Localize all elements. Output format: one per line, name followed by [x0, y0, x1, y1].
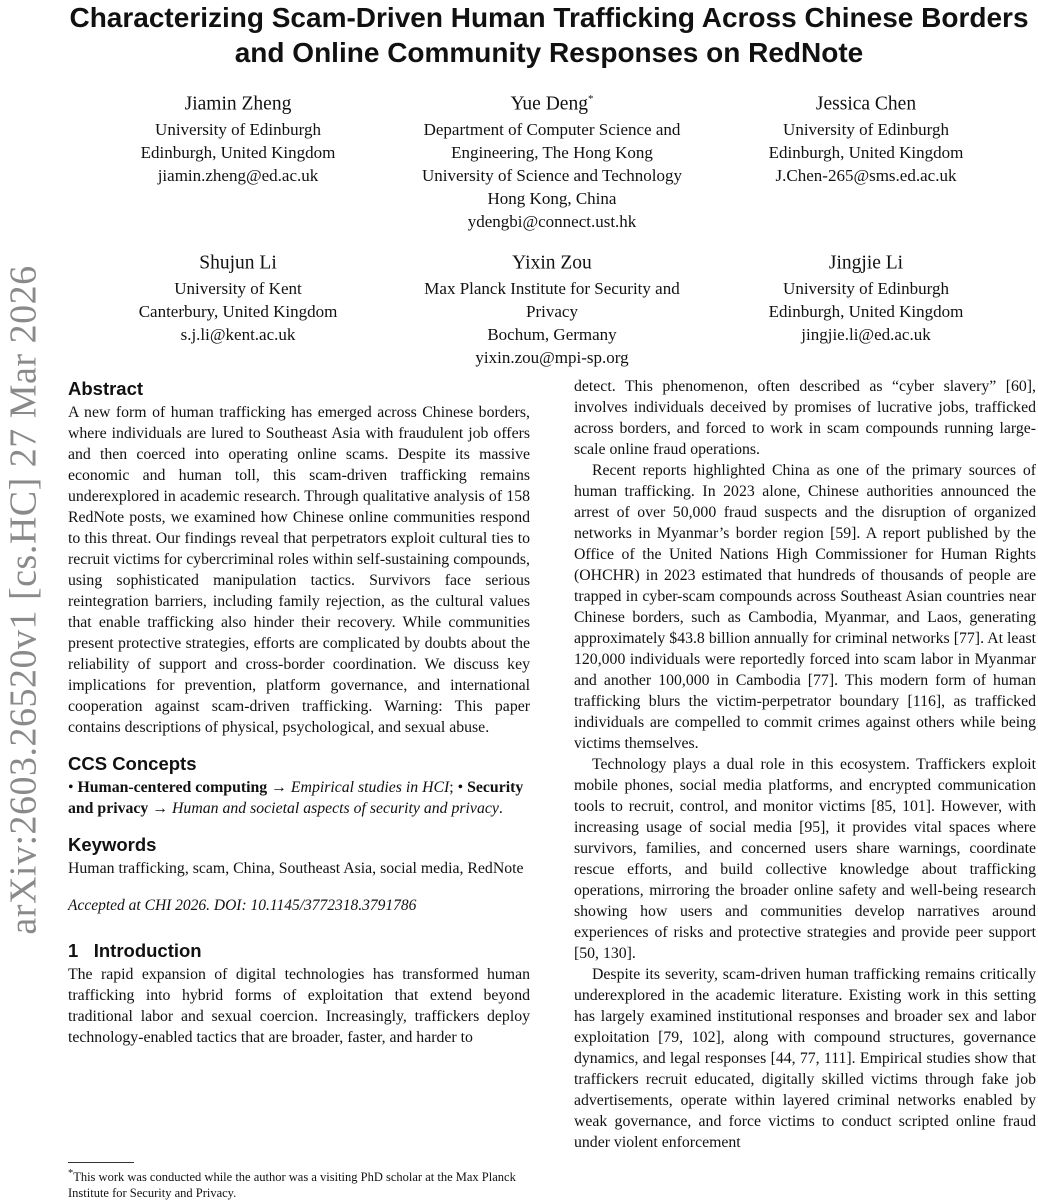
author-affiliation: University of Edinburgh	[155, 119, 321, 139]
author-name: Jingjie Li	[828, 252, 904, 274]
arxiv-stamp-text: arXiv:2603.26520v1 [cs.HC] 27 Mar 2026	[3, 265, 46, 935]
intro-paragraph-2: Recent reports highlighted China as one of the primary sources of human trafficking. In 2023 alone, Chinese authorities announced the arrest of over 50,000 fraud suspects and the disruption of organized networks in Myanmar’s border region [59]. A report published by the Office of the United Nations High Commissioner for Human Rights (OHCHR) in 2023 estimated that hundreds of thousands of people are trapped in cyber-scam compounds across Southeast Asian countries near Chinese borders, such as Cambodia, Myanmar, and Laos, generating approximately $43.8 billion annually for criminal networks [77]. At least 120,000 individuals were reportedly forced into scam labor in Myanmar and another 100,000 in Cambodia [77]. This modern form of human trafficking blurs the victim-perpetrator boundary [116], as trafficked individuals are compelled to commit crimes against others while being victims themselves.	[574, 462, 1036, 752]
author-affiliation: Engineering, The Hong Kong	[451, 142, 653, 162]
author-email[interactable]: jingjie.li@ed.ac.uk	[801, 324, 931, 344]
author-affiliation: University of Science and Technology	[421, 165, 683, 185]
author-location: Edinburgh, United Kingdom	[140, 142, 336, 162]
author-name: Shujun Li	[199, 252, 277, 274]
author-name: Yue Deng*	[510, 93, 594, 115]
author-email[interactable]: yixin.zou@mpi-sp.org	[475, 347, 629, 367]
author-email[interactable]: s.j.li@kent.ac.uk	[180, 324, 296, 344]
intro-paragraph-3: Technology plays a dual role in this ecosystem. Traffickers exploit mobile phones, social media platforms, and encrypted communication tools to recruit, control, and monitor victims [85, 101]. However, with increasing usage of social media [95], it provides vital spaces where survivors, families, and concerned users share warnings, coordinate rescue efforts, and build collective knowledge about trafficking operations, mirroring the broader online safety and well-being research showing how users and communities develop narratives around experiences of risks and protective strategies and provide peer support [50, 130].	[574, 756, 1036, 962]
author-block-4	[78, 245, 398, 346]
footnote-rule	[68, 1162, 134, 1163]
author-name: Jiamin Zheng	[184, 93, 292, 115]
author-affiliation: Privacy	[526, 301, 578, 321]
author-email[interactable]: jiamin.zheng@ed.ac.uk	[157, 165, 319, 185]
intro-paragraph-4: Despite its severity, scam-driven human trafficking remains critically underexplored in the academic literature. Existing work in this setting has largely examined institutional responses and broader sex and labor exploitation [79, 102], along with compound structures, governance dynamics, and legal responses [44, 77, 111]. Empirical studies show that traffickers recruit educated, digitally skilled victims through fake job advertisements, operate within layered criminal networks enabled by weak governance, and force victims to conduct scripted online fraud under violent enforcement	[574, 966, 1036, 1151]
author-location: Edinburgh, United Kingdom	[768, 142, 964, 162]
author-block-2	[392, 86, 712, 233]
author-location: Hong Kong, China	[487, 188, 617, 208]
author-block-3	[706, 86, 1026, 187]
ccs-heading: CCS Concepts	[68, 753, 197, 774]
author-block-6	[706, 245, 1026, 346]
author-block-5	[392, 245, 712, 369]
author-email[interactable]: J.Chen-265@sms.ed.ac.uk	[775, 165, 957, 185]
author-affiliation: Max Planck Institute for Security and	[424, 278, 680, 298]
author-affiliation: University of Edinburgh	[783, 278, 949, 298]
paper-title: Characterizing Scam-Driven Human Trafficking Across Chinese Borders and Online Community Responses on RedNote	[69, 2, 1029, 68]
author-location: Canterbury, United Kingdom	[138, 301, 338, 321]
intro-paragraph-1-end: detect. This phenomenon, often described as “cyber slavery” [60], involves individuals deceived by promises of lucrative jobs, trafficked across borders, and forced to work in scam compounds running large-scale online fraud operations.	[574, 378, 1036, 458]
ccs-concepts: • Human-centered computing → Empirical studies in HCI; • Security and privacy → Human and societal aspects of security and privacy.	[68, 779, 524, 817]
author-affiliation: University of Edinburgh	[783, 119, 949, 139]
keywords-heading: Keywords	[68, 834, 157, 855]
author-email[interactable]: ydengbi@connect.ust.hk	[467, 211, 637, 231]
intro-paragraph-1-start: The rapid expansion of digital technologies has transformed human trafficking into hybrid forms of exploitation that extend beyond traditional labor and sexual coercion. Increasingly, traffickers deploy technology-enabled tactics that are broader, faster, and harder to	[68, 966, 530, 1046]
author-location: Bochum, Germany	[487, 324, 617, 344]
intro-heading: 1 Introduction	[68, 940, 202, 961]
author-affiliation: Department of Computer Science and	[423, 119, 681, 139]
abstract-text: A new form of human trafficking has emerged across Chinese borders, where individuals are lured to Southeast Asia with fraudulent job offers and then coerced into operating online scams. Despite its massive economic and human toll, this scam-driven trafficking remains underexplored in academic research. Through qualitative analysis of 158 RedNote posts, we examined how Chinese online communities respond to this threat. Our findings reveal that perpetrators exploit cultural ties to recruit victims for cybercriminal roles within self-sustaining compounds, using sophisticated manipulation tactics. Survivors face serious reintegration barriers, including family rejection, as the cultural values that enable trafficking also hinder their recovery. While communities present protective strategies, efforts are complicated by doubts about the reliability of support and cross-border coordination. We discuss key implications for prevention, platform governance, and international cooperation against scam-driven trafficking. Warning: This paper contains descriptions of physical, psychological, and sexual abuse.	[68, 404, 530, 736]
abstract-heading: Abstract	[68, 378, 144, 399]
arxiv-stamp	[0, 250, 48, 950]
author-location: Edinburgh, United Kingdom	[768, 301, 964, 321]
right-column	[574, 376, 1036, 1153]
footnote: *This work was conducted while the author was a visiting PhD scholar at the Max Planck Institute for Security and Privacy.	[68, 1168, 516, 1201]
author-affiliation: University of Kent	[174, 278, 302, 298]
author-name: Jessica Chen	[815, 93, 917, 115]
left-column	[68, 376, 530, 1048]
author-name: Yixin Zou	[512, 252, 592, 274]
accepted-note: Accepted at CHI 2026. DOI: 10.1145/3772318.3791786	[68, 897, 417, 914]
keywords-text: Human trafficking, scam, China, Southeast Asia, social media, RedNote	[68, 860, 524, 877]
author-block-1	[78, 86, 398, 187]
